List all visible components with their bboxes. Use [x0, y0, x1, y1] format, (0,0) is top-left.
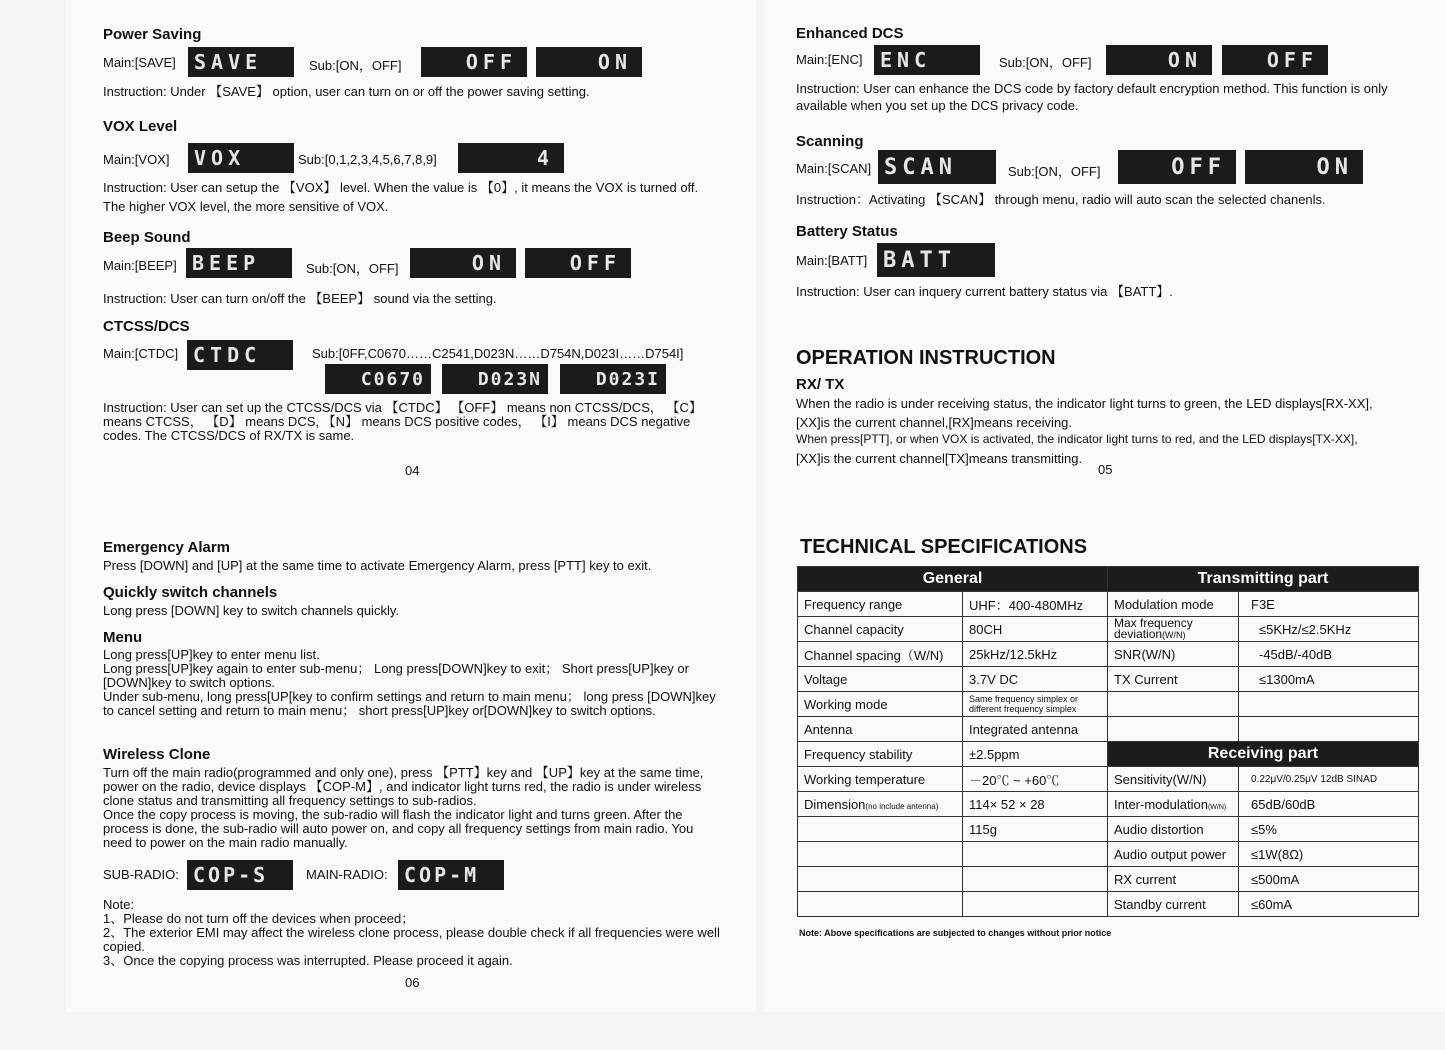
page-number: 06 [405, 975, 420, 990]
spec-value: 0.22μV/0.25μV 12dB SINAD [1239, 767, 1419, 792]
scanning-main-label: Main:[SCAN] [796, 161, 872, 176]
spec-label: SNR(W/N) [1108, 642, 1239, 667]
table-row [798, 592, 1419, 617]
spec-label: Sensitivity(W/N) [1108, 767, 1239, 792]
specs-title: TECHNICAL SPECIFICATIONS [800, 536, 1088, 558]
lcd-off: OFF [1118, 150, 1236, 184]
empty-cell [963, 892, 1108, 917]
table-row [798, 667, 1419, 692]
lcd-off: OFF [525, 248, 631, 278]
wireless-clone-title: Wireless Clone [103, 746, 211, 763]
lcd-save: SAVE [188, 47, 294, 77]
sub-radio-label: SUB-RADIO: [103, 867, 179, 882]
lcd-batt: BATT [877, 243, 995, 277]
lcd-d023n: D023N [442, 364, 548, 394]
spec-value: 80CH [963, 617, 1108, 642]
ctcss-main-label: Main:[CTDC] [103, 346, 179, 361]
spec-value: ±2.5ppm [963, 742, 1108, 767]
spec-value: ≤5% [1239, 817, 1419, 842]
empty-cell [798, 842, 963, 867]
note-item: 1、Please do not turn off the devices when proceed； [103, 911, 415, 926]
spec-label: Working temperature [798, 767, 963, 792]
menu-line: Long press[UP]key to enter menu list. [103, 647, 320, 662]
menu-title: Menu [103, 629, 143, 646]
enhanced-dcs-title: Enhanced DCS [796, 25, 904, 42]
operation-line: When the radio is under receiving status, the indicator light turns to green, the LED displays[RX-XX], [796, 396, 1373, 411]
spec-value: ≤5KHz/≤2.5KHz [1239, 617, 1419, 642]
note-block [103, 898, 729, 968]
spec-value: －20℃ ~ +60℃ [963, 767, 1108, 792]
lcd-enc: ENC [874, 45, 980, 75]
receiving-header: Receiving part [1108, 742, 1419, 767]
power-saving-main-label: Main:[SAVE] [103, 55, 176, 70]
table-row [798, 642, 1419, 667]
table-row [798, 867, 1419, 892]
lcd-ctdc: CTDC [187, 340, 293, 370]
empty-cell [963, 867, 1108, 892]
lcd-off: OFF [421, 47, 527, 77]
spec-label-cell [798, 792, 963, 817]
spec-value: F3E [1239, 592, 1419, 617]
beep-instruction: Instruction: User can turn on/off the 【BEEP】 sound via the setting. [103, 291, 497, 306]
power-saving-instruction: Instruction: Under 【SAVE】 option, user can turn on or off the power saving setting. [103, 84, 590, 99]
table-row [798, 717, 1419, 742]
battery-title: Battery Status [796, 223, 898, 240]
spec-value: 25kHz/12.5kHz [963, 642, 1108, 667]
scanning-instruction: Instruction：Activating 【SCAN】 through menu, radio will auto scan the selected chanenls. [796, 192, 1326, 207]
quick-switch-text: Long press [DOWN] key to switch channels quickly. [103, 603, 399, 618]
page-number: 04 [405, 463, 420, 478]
note-item: 2、The exterior EMI may affect the wireless clone process, please double check if all frequencies were well copied. [103, 925, 720, 954]
emergency-text: Press [DOWN] and [UP] at the same time to activate Emergency Alarm, press [PTT] key to exit. [103, 558, 652, 573]
enhanced-dcs-instruction: Instruction: User can enhance the DCS code by factory default encryption method. This function is only available when you set up the DCS privacy code. [796, 81, 1388, 113]
lcd-cop-m: COP-M [398, 860, 504, 890]
specs-footnote: Note: Above specifications are subjected to changes without prior notice [799, 928, 1112, 938]
spec-label-note: (W/N) [1207, 803, 1227, 811]
transmitting-header: Transmitting part [1108, 567, 1419, 592]
spec-value: 3.7V DC [963, 667, 1108, 692]
wireless-clone-text [103, 766, 725, 850]
battery-instruction: Instruction: User can inquery current battery status via 【BATT】. [796, 284, 1173, 299]
clone-para: Turn off the main radio(programmed and only one), press 【PTT】key and 【UP】key at the same time, power on the radio, device displays 【COP-M】, and indicator light turns red, the radio is under wireless clone status and transmitting all frequency settings to sub-radios. [103, 765, 704, 808]
menu-text [103, 648, 723, 718]
ctcss-instruction: Instruction: User can set up the CTCSS/DCS via 【CTDC】 【OFF】 means non CTCSS/DCS， 【C】 means CTCSS， 【D】 means DCS, 【N】 means DCS positive codes， 【I】 means DCS negative codes. The CTCSS/DCS of RX/TX is same. [103, 400, 702, 443]
empty-cell [798, 892, 963, 917]
spec-value: ≤500mA [1239, 867, 1419, 892]
lcd-scan: SCAN [878, 150, 996, 184]
beep-title: Beep Sound [103, 229, 191, 246]
scanning-title: Scanning [796, 133, 864, 150]
spec-label [798, 817, 963, 842]
spec-label: Modulation mode [1108, 592, 1239, 617]
spec-label: Channel capacity [798, 617, 963, 642]
operation-subtitle: RX/ TX [796, 376, 845, 393]
note-title: Note: [103, 897, 135, 912]
spec-label: Max frequency deviation [1114, 616, 1193, 641]
empty-cell [798, 867, 963, 892]
spec-label-cell [1108, 617, 1239, 642]
main-radio-label: MAIN-RADIO: [306, 867, 388, 882]
spec-label: Audio distortion [1108, 817, 1239, 842]
spec-label: Working mode [798, 692, 963, 717]
vox-sub-label: Sub:[0,1,2,3,4,5,6,7,8,9] [298, 152, 437, 167]
empty-cell [1108, 717, 1239, 742]
spec-value: ≤60mA [1239, 892, 1419, 917]
lcd-on: ON [1245, 150, 1363, 184]
spec-label: Audio output power [1108, 842, 1239, 867]
spec-value: -45dB/-40dB [1239, 642, 1419, 667]
table-row [798, 567, 1419, 592]
lcd-vox: VOX [188, 143, 294, 173]
enhanced-dcs-sub-label: Sub:[ON，OFF] [999, 55, 1092, 70]
spec-value: ≤1W(8Ω) [1239, 842, 1419, 867]
table-row [798, 892, 1419, 917]
spec-label: Standby current [1108, 892, 1239, 917]
spec-label-note: (W/N) [1162, 629, 1186, 640]
menu-line: Under sub-menu, long press[UP[key to confirm settings and return to main menu； long press [DOWN]key to cancel setting and return to main menu； short press[UP]key or[DOWN]key to switch options. [103, 689, 716, 718]
operation-line: [XX]is the current channel[TX]means transmitting. [796, 451, 1083, 466]
lcd-on: ON [410, 248, 516, 278]
spec-label: RX current [1108, 867, 1239, 892]
spec-label: Frequency range [798, 592, 963, 617]
table-row [798, 817, 1419, 842]
operation-line: [XX]is the current channel,[RX]means receiving. [796, 415, 1073, 430]
quick-switch-title: Quickly switch channels [103, 584, 278, 601]
spec-value: 65dB/60dB [1239, 792, 1419, 817]
empty-cell [963, 842, 1108, 867]
general-header: General [798, 567, 1108, 592]
spec-label: Inter-modulation [1114, 796, 1208, 812]
lcd-on: ON [1106, 45, 1212, 75]
beep-main-label: Main:[BEEP] [103, 258, 177, 273]
beep-sub-label: Sub:[ON，OFF] [306, 261, 399, 276]
spec-label: Dimension [804, 796, 866, 812]
empty-cell [1239, 692, 1419, 717]
clone-para: Once the copy process is moving, the sub-radio will flash the indicator light and turns green. After the process is done, the sub-radio will auto power on, and copy all frequency settings from main radio. You need to power on the main radio manually. [103, 807, 694, 850]
spec-value: 115g [963, 817, 1108, 842]
ctcss-sub-label: Sub:[0FF,C0670……C2541,D023N……D754N,D023I……D754I] [312, 346, 684, 361]
spec-value: 114× 52 × 28 [963, 792, 1108, 817]
spec-label: TX Current [1108, 667, 1239, 692]
table-row [798, 767, 1419, 792]
battery-main-label: Main:[BATT] [796, 253, 868, 268]
lcd-c0670: C0670 [325, 364, 431, 394]
power-saving-sub-label: Sub:[ON，OFF] [309, 58, 402, 73]
spec-label: Antenna [798, 717, 963, 742]
spec-value: UHF：400-480MHz [963, 592, 1108, 617]
scanning-sub-label: Sub:[ON，OFF] [1008, 164, 1101, 179]
vox-instruction: Instruction: User can setup the 【VOX】 level. When the value is 【0】, it means the VOX is turned off. The higher VOX level, the more sensitive of VOX. [103, 180, 699, 214]
vox-title: VOX Level [103, 118, 178, 135]
vox-main-label: Main:[VOX] [103, 152, 170, 167]
spec-value: Same frequency simplex or different frequency simplex [963, 692, 1108, 717]
lcd-beep: BEEP [186, 248, 292, 278]
ctcss-title: CTCSS/DCS [103, 318, 190, 335]
power-saving-title: Power Saving [103, 26, 202, 43]
page-number: 05 [1098, 462, 1113, 477]
spec-label: Voltage [798, 667, 963, 692]
spec-value: ≤1300mA [1239, 667, 1419, 692]
emergency-title: Emergency Alarm [103, 539, 231, 556]
table-row [798, 792, 1419, 817]
lcd-off: OFF [1222, 45, 1328, 75]
operation-line: When press[PTT], or when VOX is activated, the indicator light turns to red, and the LED displays[TX-XX], [796, 432, 1358, 446]
menu-line: Long press[UP]key again to enter sub-menu； Long press[DOWN]key to exit； Short press[UP]key or [DOWN]key to switch options. [103, 661, 689, 690]
spec-label-cell [1108, 792, 1239, 817]
lcd-on: ON [536, 47, 642, 77]
spec-label-note: (no include antenna) [865, 801, 939, 811]
table-row [798, 742, 1419, 767]
note-item: 3、Once the copying process was interrupted. Please proceed it again. [103, 953, 513, 968]
lcd-vox-level: 4 [458, 143, 564, 173]
operation-title: OPERATION INSTRUCTION [796, 347, 1056, 369]
table-row [798, 692, 1419, 717]
spec-label: Channel spacing（W/N) [798, 642, 963, 667]
spec-label: Frequency stability [798, 742, 963, 767]
empty-cell [1108, 692, 1239, 717]
lcd-d023i: D023I [560, 364, 666, 394]
empty-cell [1239, 717, 1419, 742]
specs-table [797, 566, 1419, 917]
table-row [798, 617, 1419, 642]
table-row [798, 842, 1419, 867]
enhanced-dcs-main-label: Main:[ENC] [796, 52, 863, 67]
spec-value: Integrated antenna [963, 717, 1108, 742]
lcd-cop-s: COP-S [187, 860, 293, 890]
